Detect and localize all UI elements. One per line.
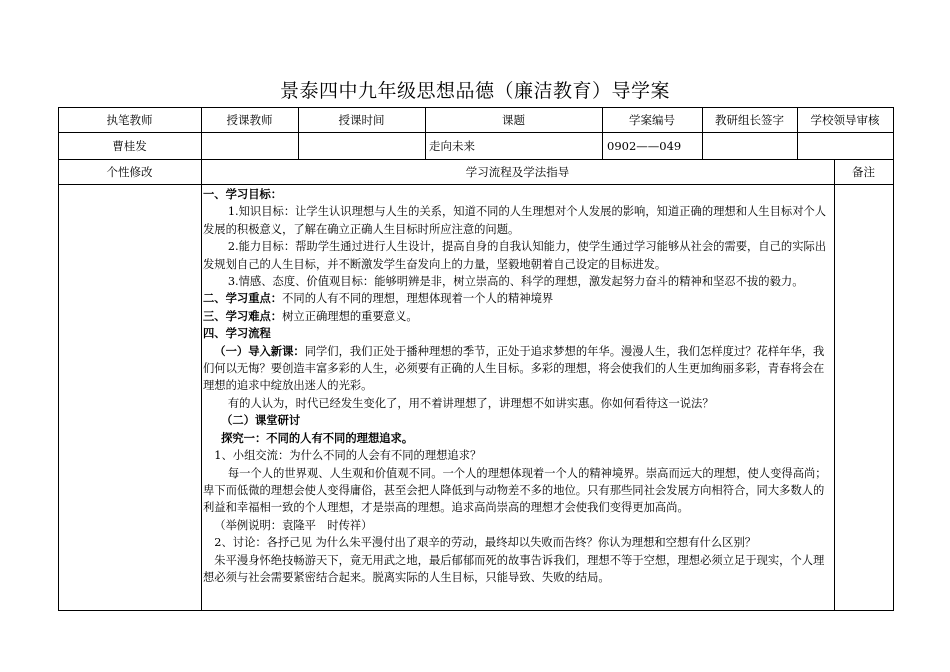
ability-objective: 2.能力目标：帮助学生通过进行人生设计，提高自身的自我认知能力，使学生通过学习能够从社会的需要，自己的实际出发规划自己的人生目标，并不断激发学生奋发向上的力量，坚毅地朝着自己设定的目标进发。 [203, 240, 827, 271]
personal-revision-label: 个性修改 [106, 165, 153, 179]
header-leader: 学校领导审核 [810, 113, 880, 127]
header-topic: 课题 [502, 113, 525, 127]
emotion-objective: 3.情感、态度、价值观目标：能够明辨是非，树立崇高的、科学的理想，激发起努力奋斗的精神和坚忍不拔的毅力。 [227, 275, 804, 289]
header-research: 教研组长签字 [715, 113, 784, 127]
intro-heading: （一）导入新课： [214, 343, 305, 358]
author-value: 曹桂发 [112, 139, 147, 153]
explore-one-heading: 探究一：不同的人有不同的理想追求。 [221, 430, 414, 445]
header-time: 授课时间 [338, 113, 385, 127]
key-point-heading: 二、学习重点： [203, 291, 283, 306]
answer-two: 朱平漫身怀绝技畅游天下，竟无用武之地，最后郁郁而死的故事告诉我们，理想不等于空想，理想必须立足于现实，个人理想必须与社会需要紧密结合起来。脱离实际的人生目标，只能导致、失败的结局。 [203, 553, 825, 584]
learning-process-content [203, 186, 832, 586]
knowledge-objective: 1.知识目标：让学生认识理想与人生的关系，知道不同的人生理想对个人发展的影响，知道正确的理想和人生目标对个人发展的积极意义，了解在确立正确人生目标时所应注意的问题。 [203, 205, 827, 236]
code-value: 0902——049 [607, 139, 682, 153]
difficulty [203, 308, 832, 325]
question-two: 2、讨论：各抒己见 为什么朱平漫付出了艰辛的劳动，最终却以失败而告终？你认为理想和空想有什么区别？ [214, 536, 757, 550]
section-objectives-heading: 一、学习目标： [203, 187, 283, 201]
intro-text: 同学们，我们正处于播种理想的季节，正处于追求梦想的年华。漫漫人生，我们怎样度过？花样年华，我们何以无悔？要创造丰富多彩的人生，必须要有正确的人生目标。多彩的理想，将会使我们的人生更加绚丽多彩，青春将会在理想的追求中绽放出迷人的光彩。 [203, 344, 825, 393]
notes-label: 备注 [852, 165, 875, 179]
section-process-heading: 四、学习流程 [203, 326, 271, 341]
intro-paragraph [203, 343, 832, 395]
header-code: 学案编号 [629, 113, 675, 127]
question-one: 1、小组交流：为什么不同的人会有不同的理想追求？ [214, 449, 482, 463]
header-author: 执笔教师 [106, 113, 153, 127]
difficulty-text: 树立正确理想的重要意义。 [282, 309, 418, 323]
classroom-discussion-heading: （二）课堂研讨 [221, 413, 301, 428]
topic-value: 走向未来 [429, 139, 475, 153]
example-note: （举例说明：袁隆平 时传祥） [214, 518, 373, 532]
key-point-text: 不同的人有不同的理想，理想体现着一个人的精神境界 [282, 292, 554, 306]
page-title: 景泰四中九年级思想品德（廉洁教育）导学案 [279, 80, 670, 102]
key-point [203, 290, 832, 307]
answer-one: 每一个人的世界观、人生观和价值观不同。一个人的理想体现着一个人的精神境界。崇高而远大的理想，使人变得高尚；卑下而低微的理想会使人变得庸俗，甚至会把人降低到与动物差不多的地位。只有那些同社会发展方向相符合，同大多数人的利益和幸福相一致的个人理想，才是崇高的理想。追求高尚崇高的理想才会使我们变得更加高尚。 [203, 466, 827, 515]
header-teacher: 授课教师 [226, 113, 273, 127]
difficulty-heading: 三、学习难点： [203, 308, 283, 323]
intro-question: 有的人认为，时代已经发生变化了，用不着讲理想了，讲理想不如讲实惠。你如何看待这一说法？ [227, 396, 714, 410]
process-label: 学习流程及学法指导 [465, 165, 570, 179]
